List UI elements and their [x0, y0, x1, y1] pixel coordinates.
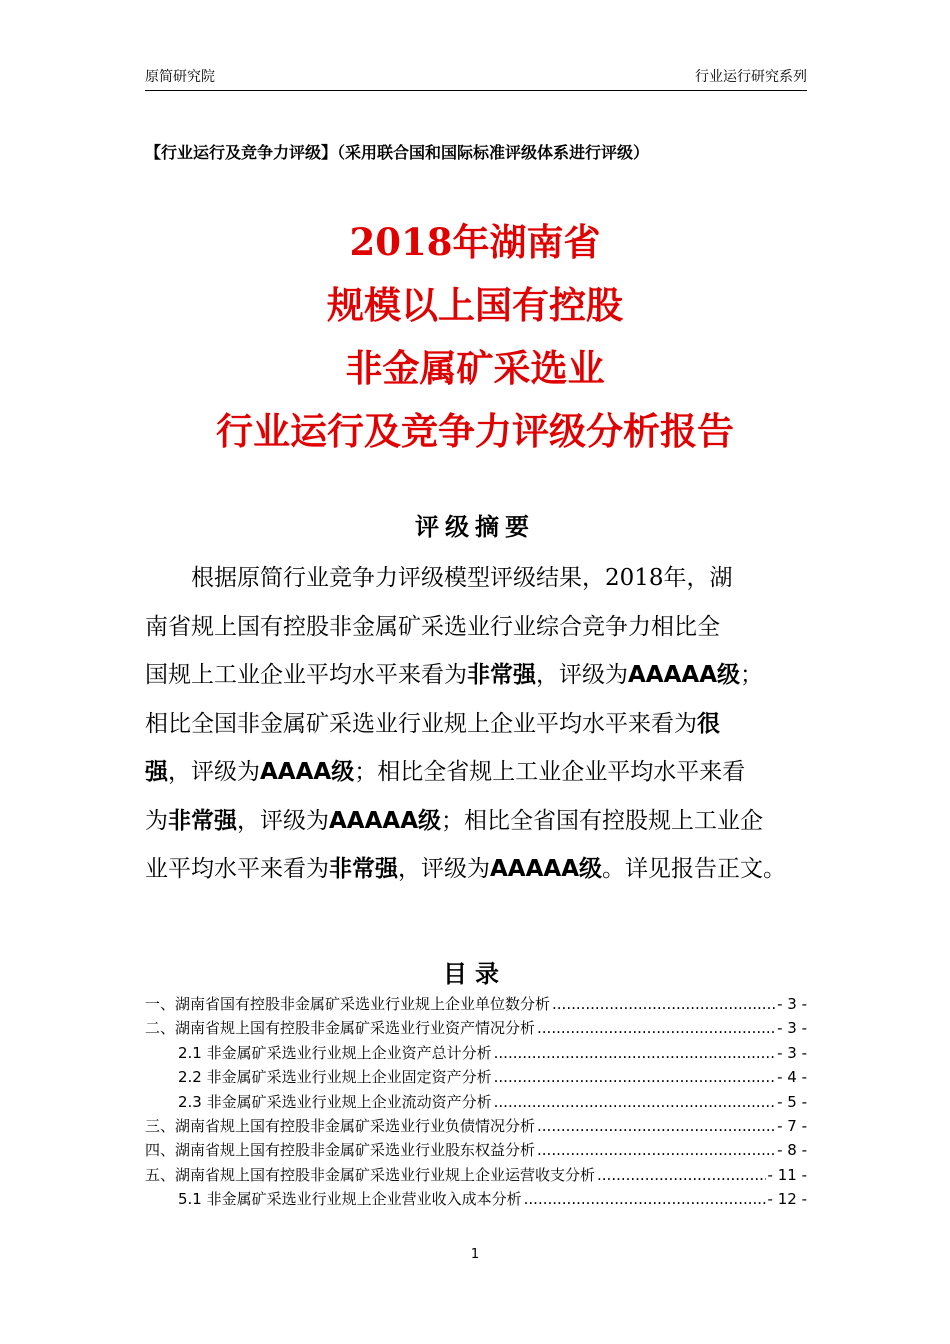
summary-emphasis: 非常强	[329, 856, 398, 882]
toc-entry-label: 一、湖南省国有控股非金属矿采选业行业规上企业单位数分析	[145, 995, 551, 1013]
toc-entry-label: 2.3 非金属矿采选业行业规上企业流动资产分析	[178, 1092, 492, 1111]
summary-text: ；	[740, 662, 764, 688]
summary-text: 国规上工业企业平均水平来看为	[145, 662, 467, 688]
toc-entry[interactable]	[145, 1187, 807, 1211]
toc-entry[interactable]	[145, 1138, 807, 1162]
toc-leader-dots	[494, 1065, 775, 1089]
toc-entry-page: - 8 -	[777, 1141, 807, 1160]
table-of-contents	[145, 992, 807, 1212]
toc-entry-label: 5.1 非金属矿采选业行业规上企业营业收入成本分析	[178, 1190, 522, 1209]
summary-text: ；相比全省规上工业企业平均水平来看	[354, 759, 746, 785]
toc-entry[interactable]	[145, 992, 807, 1016]
toc-entry-label: 二、湖南省规上国有控股非金属矿采选业行业资产情况分析	[145, 1019, 536, 1038]
summary-line	[145, 748, 810, 797]
rating-note	[145, 140, 807, 163]
report-title-line-3: 非金属矿采选业	[345, 346, 605, 390]
summary-emphasis: AAAAA级	[628, 662, 741, 688]
summary-emphasis: 强	[145, 759, 168, 785]
toc-entry-page: - 3 -	[777, 995, 807, 1013]
header-left: 原简研究院	[145, 69, 215, 85]
toc-entry-page: - 3 -	[777, 1043, 807, 1062]
summary-emphasis: AAAA级	[260, 759, 355, 785]
summary-text: ，评级为	[168, 759, 260, 785]
summary-emphasis: 非常强	[168, 807, 237, 834]
summary-line	[145, 700, 810, 749]
summary-line	[145, 845, 810, 894]
summary-emphasis: 很	[697, 710, 720, 737]
toc-entry-label: 2.1 非金属矿采选业行业规上企业资产总计分析	[178, 1043, 492, 1062]
summary-text: ，评级为	[536, 662, 628, 688]
toc-leader-dots	[494, 1090, 775, 1114]
page-number: 1	[470, 1247, 480, 1262]
toc-entry-label: 三、湖南省规上国有控股非金属矿采选业行业负债情况分析	[145, 1116, 536, 1135]
summary-text: 业平均水平来看为	[145, 856, 329, 882]
toc-heading: 目录	[443, 960, 507, 988]
toc-leader-dots	[552, 992, 775, 1016]
summary-text: 为	[145, 807, 168, 834]
summary-body	[145, 554, 810, 894]
toc-entry-label: 五、湖南省规上国有控股非金属矿采选业行业规上企业运营收支分析	[145, 1165, 596, 1184]
page-header	[145, 62, 807, 91]
toc-leader-dots	[494, 1041, 775, 1065]
toc-entry-page: - 11 -	[767, 1165, 807, 1184]
toc-entry-page: - 12 -	[767, 1190, 807, 1209]
toc-entry[interactable]	[145, 1065, 807, 1089]
report-title-line-4: 行业运行及竞争力评级分析报告	[216, 409, 734, 453]
toc-entry[interactable]	[145, 1041, 807, 1065]
rating-note-paren: （采用联合国和国际标准评级体系进行评级）	[337, 143, 650, 162]
toc-entry-page: - 7 -	[777, 1116, 807, 1135]
summary-text: 。详见报告正文。	[602, 856, 787, 882]
summary-heading: 评级摘要	[415, 513, 535, 541]
summary-emphasis: AAAAA级	[329, 807, 442, 834]
toc-leader-dots	[537, 1016, 775, 1040]
summary-text: 相比全国非金属矿采选业行业规上企业平均水平来看为	[145, 710, 697, 737]
toc-leader-dots	[537, 1114, 775, 1138]
toc-entry[interactable]	[145, 1163, 807, 1187]
summary-line	[145, 554, 810, 603]
summary-text: ；相比全省国有控股规上工业企	[441, 807, 764, 834]
summary-text: ，评级为	[398, 856, 490, 882]
header-right: 行业运行研究系列	[695, 69, 807, 85]
summary-line	[145, 651, 810, 700]
toc-entry[interactable]	[145, 1016, 807, 1040]
summary-emphasis: AAAAA级	[490, 856, 603, 882]
summary-text: 南省规上国有控股非金属矿采选业行业综合竞争力相比全	[145, 613, 720, 640]
report-title-line-1: 2018年湖南省	[349, 220, 601, 264]
summary-text: 根据原简行业竞争力评级模型评级结果，2018年，湖	[145, 565, 733, 591]
toc-entry-page: - 4 -	[777, 1068, 807, 1087]
summary-emphasis: 非常强	[467, 662, 536, 688]
summary-line	[145, 797, 810, 846]
toc-entry-page: - 3 -	[777, 1019, 807, 1038]
toc-leader-dots	[537, 1138, 775, 1162]
toc-leader-dots	[597, 1163, 766, 1187]
summary-text: ，评级为	[237, 807, 329, 834]
report-title-line-2: 规模以上国有控股	[327, 283, 623, 327]
toc-entry[interactable]	[145, 1090, 807, 1114]
toc-entry-label: 2.2 非金属矿采选业行业规上企业固定资产分析	[178, 1068, 492, 1087]
toc-entry-page: - 5 -	[777, 1092, 807, 1111]
toc-entry[interactable]	[145, 1114, 807, 1138]
toc-entry-label: 四、湖南省规上国有控股非金属矿采选业行业股东权益分析	[145, 1141, 536, 1160]
toc-leader-dots	[524, 1187, 766, 1211]
summary-line	[145, 603, 810, 652]
rating-note-main: 【行业运行及竞争力评级】	[145, 143, 338, 162]
